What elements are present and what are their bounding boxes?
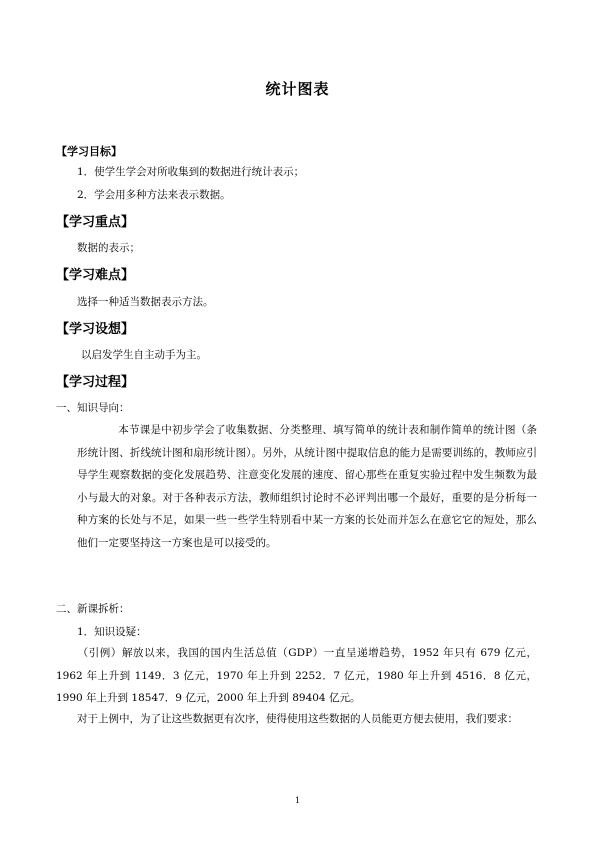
key-points-heading: 【学习重点】 xyxy=(56,215,135,230)
page-number: 1 xyxy=(294,796,301,805)
learning-goals-heading: 【学习目标】 xyxy=(56,145,122,158)
gdp-example-paragraph: （引例）解放以来，我国的国内生活总值（GDP）一直呈递增趋势，1952 年只有 679 亿元，1962 年上升到 1149．3 亿元，1970 年上升到 2252．7 亿元，1980 年上升到 4516．8 亿元，1990 年上升到 18547．9 亿元，2000 年上升到 89404 亿元。 xyxy=(56,647,537,704)
difficulty-text: 选择一种适当数据表示方法。 xyxy=(77,296,214,308)
learning-idea-heading: 【学习设想】 xyxy=(56,322,135,337)
goal-item-1: 1．使学生学会对所收集到的数据进行统计表示； xyxy=(77,166,305,178)
goal-item-2: 2．学会用多种方法来表示数据。 xyxy=(77,189,231,201)
knowledge-guide-heading: 一、知识导向： xyxy=(56,402,130,414)
key-points-text: 数据的表示； xyxy=(77,242,140,254)
difficulty-heading: 【学习难点】 xyxy=(56,268,135,283)
learning-process-heading: 【学习过程】 xyxy=(56,375,135,390)
knowledge-question-heading: 1．知识设疑： xyxy=(77,626,147,638)
learning-idea-text: 以启发学生自主动手为主。 xyxy=(81,349,207,361)
new-lesson-heading: 二、新课拆析： xyxy=(56,603,130,615)
knowledge-guide-paragraph: 本节课是中初步学会了收集数据、分类整理、填写简单的统计表和制作简单的统计图（条形统计图、折线统计图和扇形统计图）。另外，从统计图中提取信息的能力是需要训练的，教师应引导学生观察数据的变化发展趋势、注意变化发展的速度、留心那些在重复实验过程中发生频数为最小与最大的对象。对于各种表示方法，教师组织讨论时不必评判出哪一个最好，重要的是分析每一种方案的长处与不足，如果一些一些学生特别看中某一方案的长处而并怎么在意它它的短处，那么他们一定要坚持这一方案也是可以接受的。 xyxy=(77,424,537,549)
page-title: 统计图表 xyxy=(265,80,330,98)
requirement-paragraph: 对于上例中，为了让这些数据更有次序，使得使用这些数据的人员能更方便去使用，我们要求： xyxy=(77,713,518,725)
